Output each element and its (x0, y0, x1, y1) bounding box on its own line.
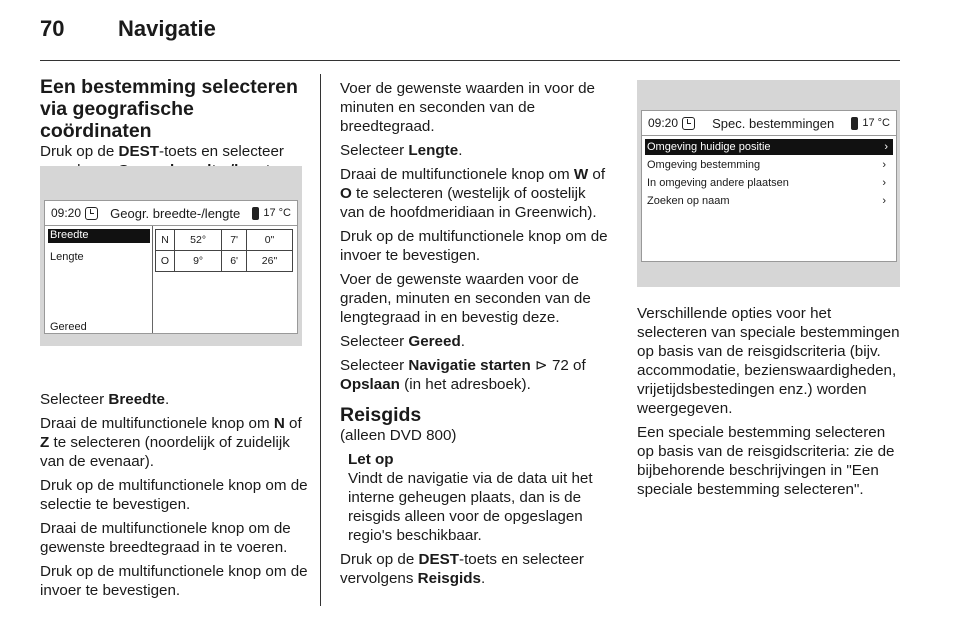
status-bar: 09:20 Geogr. breedte-/lengte 17 °C (45, 201, 297, 226)
chevron-right-icon: › (882, 195, 886, 207)
paragraph: Druk op de multifunctionele knop om de selectie te bevestigen. (40, 477, 308, 513)
thermometer-icon (252, 207, 259, 220)
menu-item-lengte: Lengte (50, 251, 84, 263)
paragraph: (alleen DVD 800) (340, 427, 457, 444)
thermometer-icon (851, 117, 858, 130)
menu-item-gereed: Gereed (50, 321, 87, 333)
paragraph: Verschillende opties voor het selecteren van speciale bestemmingen op basis van de reisgidscriteria (bijv. accommodatie, bezienswaardigheden, vrijetijdsbestedingen enz.) worden weergegeven. (637, 305, 900, 417)
reisgids-heading: Reisgids (340, 404, 422, 426)
column-1-body (40, 390, 310, 605)
header-divider (40, 60, 900, 61)
list-item: In omgeving andere plaatsen › (647, 177, 886, 189)
page-number: 70 (40, 16, 65, 41)
paragraph: Selecteer Gereed. (340, 333, 465, 350)
note-box (348, 450, 608, 545)
list-item: Zoeken op naam › (647, 195, 886, 207)
clock-icon (682, 117, 695, 130)
paragraph: Voer de gewenste waarden in voor de minuten en seconden van de breedtegraad. (340, 80, 595, 135)
coord-screen-image (40, 166, 302, 346)
intro-paragraph: Druk op de DEST-toets en selecteer (40, 143, 284, 160)
paragraph: Een speciale bestemming selecteren op basis van de reisgidscriteria: zie de bijbehorende beschrijvingen in "Een speciale bestemming selecteren". (637, 424, 895, 498)
paragraph: Voer de gewenste waarden voor de graden, minuten en seconden van de lengtegraad in en bevestig deze. (340, 271, 591, 326)
chevron-right-icon: › (884, 141, 888, 153)
column-3 (637, 304, 905, 504)
coord-table: N 52° 7' 0" O 9° 6' 26" (155, 229, 293, 272)
paragraph: Selecteer Navigatie starten ⊳ 72 of Opslaan (in het adresboek). (340, 357, 586, 393)
note-text: Vindt de navigatie via de data uit het interne geheugen plaats, dan is de reisgids alleen voor de opgeslagen regio's beschikbaar. (348, 470, 593, 544)
list-item: Omgeving huidige positie › (645, 139, 893, 155)
menu-item-breedte: Breedte (48, 229, 150, 243)
section-title: Navigatie (118, 16, 216, 41)
spec-screen-image (637, 80, 900, 287)
status-bar: 09:20 Spec. bestemmingen 17 °C (642, 111, 896, 136)
column-2 (340, 79, 608, 593)
note-title: Let op (348, 451, 394, 468)
chevron-right-icon: › (882, 177, 886, 189)
section-heading: Een bestemming selecteren via geografische coördinaten (40, 76, 298, 142)
paragraph: Selecteer Lengte. (340, 142, 463, 159)
paragraph: Draai de multifunctionele knop om W of O te selecteren (westelijk of oostelijk van de hoofdmeridiaan in Greenwich). (340, 166, 606, 221)
paragraph: Draai de multifunctionele knop om N of Z te selecteren (noordelijk of zuidelijk van de evenaar). (40, 415, 302, 470)
paragraph: Draai de multifunctionele knop om de gewenste breedtegraad in te voeren. (40, 520, 291, 556)
chevron-right-icon: › (882, 159, 886, 171)
paragraph: Druk op de multifunctionele knop om de invoer te bevestigen. (40, 563, 308, 599)
paragraph: Druk op de multifunctionele knop om de invoer te bevestigen. (340, 228, 608, 264)
list-item: Omgeving bestemming › (647, 159, 886, 171)
clock-icon (85, 207, 98, 220)
column-divider (320, 74, 321, 606)
paragraph: Selecteer Breedte. (40, 391, 170, 408)
paragraph: Druk op de DEST-toets en selecteer vervolgens Reisgids. (340, 551, 584, 587)
